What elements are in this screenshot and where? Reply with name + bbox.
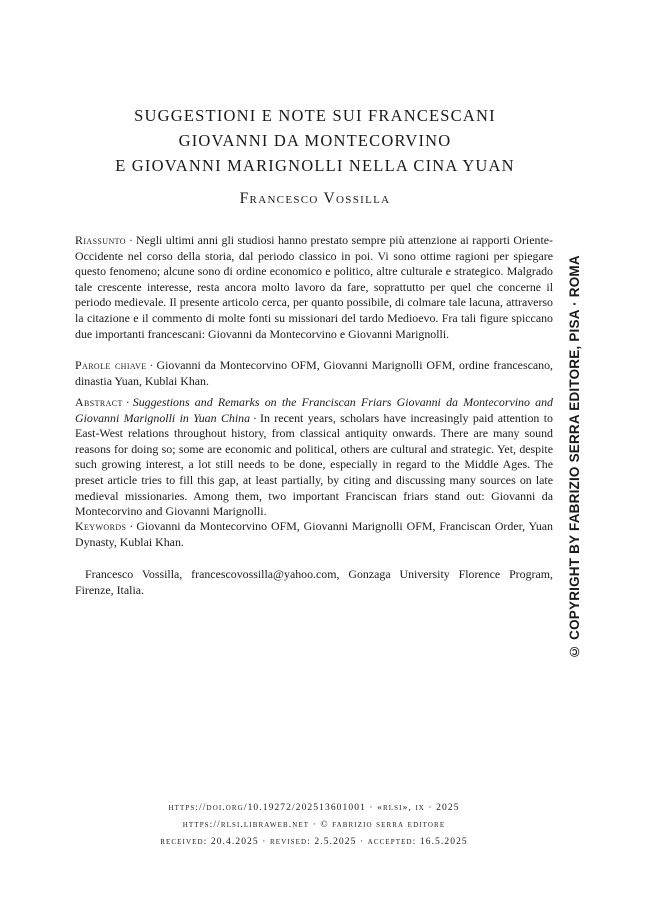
riassunto-text: Negli ultimi anni gli studiosi hanno prestato sempre più attenzione ai rapporti Oriente-Occidente nel corso della storia, dal periodo classico in poi. Vi sono ottime ragioni per spiegare questo fenomeno; alcune sono di ordine economico e politico, altre culturale e strategico. Malgrado tale crescente interesse, resta ancora molto lavoro da fare, soprattutto per quel che concerne il periodo medievale. Il presente articolo cerca, per quanto possibile, di colmare tale lacuna, attraverso la citazione e il commento di molte fonti su missionari del tardo Medioevo. Fra tali figure spiccano due importanti francescani: Giovanni da Montecorvino e Giovanni Marignolli.: [75, 233, 553, 341]
author-affiliation: Francesco Vossilla, francescovossilla@yahoo.com, Gonzaga University Florence Program, Firenze, Italia.: [75, 567, 553, 597]
title-line-2: GIOVANNI DA MONTECORVINO: [178, 131, 452, 150]
article-title: [75, 103, 555, 178]
author-name: Francesco Vossilla: [239, 190, 391, 207]
parole-chiave-text: Giovanni da Montecorvino OFM, Giovanni Marignolli OFM, ordine francescano, dinastia Yuan, Kublai Khan.: [75, 358, 553, 388]
parole-chiave-paragraph: [75, 358, 553, 389]
riassunto-paragraph: [75, 233, 553, 342]
keywords-paragraph: [75, 519, 553, 550]
separator-dot: ·: [129, 519, 134, 533]
parole-chiave-label: Parole chiave: [75, 358, 147, 372]
copyright-sidebar: © COPYRIGHT BY FABRIZIO SERRA EDITORE, PISA · ROMA: [567, 255, 582, 660]
riassunto-label: Riassunto: [75, 233, 126, 247]
separator-dot: ·: [253, 410, 257, 425]
separator-dot: ·: [125, 395, 130, 409]
abstract-paragraph: [75, 395, 553, 520]
keywords-text: Giovanni da Montecorvino OFM, Giovanni Marignolli OFM, Franciscan Order, Yuan Dynasty, Kublai Khan.: [75, 519, 553, 549]
title-line-1: SUGGESTIONI E NOTE SUI FRANCESCANI: [134, 106, 496, 125]
title-line-3: E GIOVANNI MARIGNOLLI NELLA CINA YUAN: [115, 156, 515, 175]
footer-doi-line: https://doi.org/10.19272/202513601001 · «rlsi», ix · 2025: [168, 803, 460, 813]
publication-footer: [75, 800, 553, 851]
abstract-english-title: Suggestions and Remarks on the Franciscan Friars Giovanni da Montecorvino and Giovanni Marignolli in Yuan China: [75, 395, 553, 425]
separator-dot: ·: [128, 233, 133, 247]
abstract-text: In recent years, scholars have increasingly paid attention to East-West relations throughout history, from classical antiquity onwards. There are many sound reasons for doing so; some are economic and political, others are cultural and strategic. Yet, despite such growing interest, a lot still needs to be done, especially in regard to the Middle Ages. The preset article tries to fill this gap, at least partially, by citing and discussing many sources on late medieval missionaries. Among them, two important Franciscan friars stand out: Giovanni da Montecorvino and Giovanni Marignolli.: [75, 410, 553, 519]
keywords-label: Keywords: [75, 519, 127, 533]
separator-dot: ·: [149, 358, 154, 372]
abstract-label: Abstract: [75, 395, 123, 409]
footer-dates-line: received: 20.4.2025 · revised: 2.5.2025 · accepted: 16.5.2025: [160, 837, 468, 847]
footer-publisher-line: https://rlsi.libraweb.net · © fabrizio serra editore: [182, 820, 446, 830]
